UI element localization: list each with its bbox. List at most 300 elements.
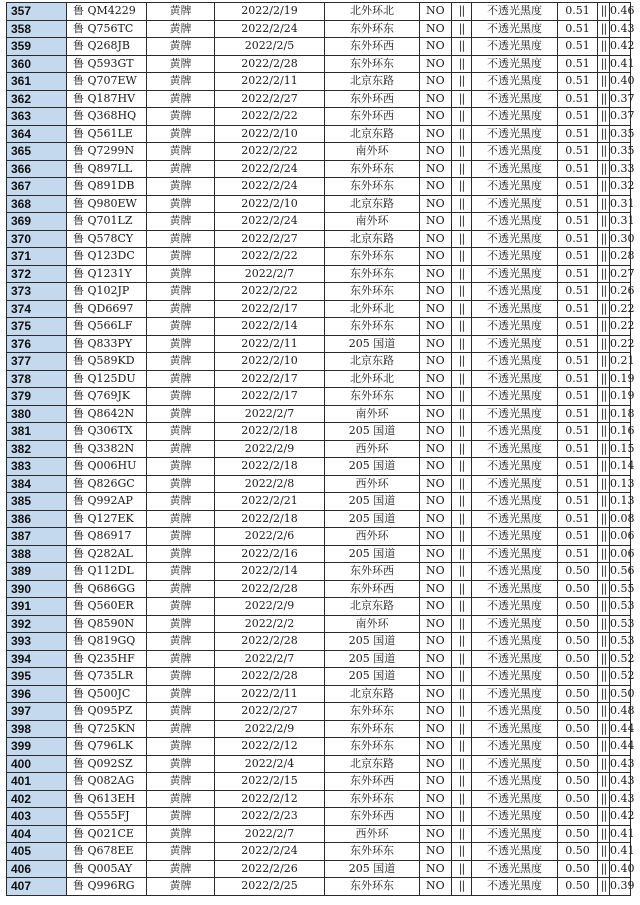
detection-location: 东外环东 bbox=[325, 55, 420, 73]
detection-date: 2022/2/15 bbox=[215, 773, 325, 791]
opacity-measure: 不透光黑度 bbox=[472, 143, 558, 161]
detection-result: NO bbox=[420, 773, 452, 791]
detection-location: 南外环 bbox=[325, 143, 420, 161]
limit-value: 0.51 bbox=[558, 248, 598, 266]
detection-location: 北外环北 bbox=[325, 370, 420, 388]
table-row bbox=[7, 388, 631, 406]
detection-result: NO bbox=[420, 283, 452, 301]
column-separator: || bbox=[598, 195, 610, 213]
detection-location: 东外环东 bbox=[325, 878, 420, 896]
detection-result: NO bbox=[420, 230, 452, 248]
row-number: 372 bbox=[7, 265, 67, 283]
detection-date: 2022/2/10 bbox=[215, 353, 325, 371]
limit-value: 0.50 bbox=[558, 668, 598, 686]
plate-number: 鲁 Q7299N bbox=[67, 143, 147, 161]
detection-result: NO bbox=[420, 860, 452, 878]
limit-value: 0.50 bbox=[558, 878, 598, 896]
column-separator: || bbox=[598, 843, 610, 861]
plate-color: 黄牌 bbox=[147, 353, 215, 371]
opacity-measure: 不透光黑度 bbox=[472, 38, 558, 56]
detection-location: 北外环北 bbox=[325, 300, 420, 318]
plate-number: 鲁 Q86917 bbox=[67, 528, 147, 546]
limit-value: 0.51 bbox=[558, 213, 598, 231]
detection-date: 2022/2/17 bbox=[215, 300, 325, 318]
plate-color: 黄牌 bbox=[147, 878, 215, 896]
row-number: 397 bbox=[7, 703, 67, 721]
opacity-measure: 不透光黑度 bbox=[472, 755, 558, 773]
row-number: 383 bbox=[7, 458, 67, 476]
column-separator: || bbox=[452, 195, 472, 213]
table-row bbox=[7, 213, 631, 231]
column-separator: || bbox=[598, 510, 610, 528]
measured-value: 0.52 bbox=[610, 650, 631, 668]
detection-result: NO bbox=[420, 633, 452, 651]
opacity-measure: 不透光黑度 bbox=[472, 195, 558, 213]
detection-date: 2022/2/10 bbox=[215, 195, 325, 213]
column-separator: || bbox=[598, 38, 610, 56]
plate-color: 黄牌 bbox=[147, 90, 215, 108]
limit-value: 0.50 bbox=[558, 650, 598, 668]
plate-number: 鲁 Q589KD bbox=[67, 353, 147, 371]
detection-location: 东外环东 bbox=[325, 160, 420, 178]
opacity-measure: 不透光黑度 bbox=[472, 475, 558, 493]
detection-location: 东外环东 bbox=[325, 388, 420, 406]
row-number: 385 bbox=[7, 493, 67, 511]
column-separator: || bbox=[598, 685, 610, 703]
table-row bbox=[7, 3, 631, 21]
detection-result: NO bbox=[420, 248, 452, 266]
detection-location: 东外环东 bbox=[325, 790, 420, 808]
column-separator: || bbox=[452, 73, 472, 91]
column-separator: || bbox=[598, 878, 610, 896]
plate-color: 黄牌 bbox=[147, 598, 215, 616]
row-number: 398 bbox=[7, 720, 67, 738]
plate-number: 鲁 Q368HQ bbox=[67, 108, 147, 126]
table-row bbox=[7, 423, 631, 441]
column-separator: || bbox=[598, 90, 610, 108]
opacity-measure: 不透光黑度 bbox=[472, 685, 558, 703]
measured-value: 0.28 bbox=[610, 248, 631, 266]
limit-value: 0.51 bbox=[558, 178, 598, 196]
table-row bbox=[7, 843, 631, 861]
row-number: 401 bbox=[7, 773, 67, 791]
opacity-measure: 不透光黑度 bbox=[472, 248, 558, 266]
plate-number: 鲁 Q897LL bbox=[67, 160, 147, 178]
detection-date: 2022/2/17 bbox=[215, 388, 325, 406]
column-separator: || bbox=[598, 353, 610, 371]
table-row bbox=[7, 458, 631, 476]
plate-color: 黄牌 bbox=[147, 720, 215, 738]
column-separator: || bbox=[452, 38, 472, 56]
table-row bbox=[7, 773, 631, 791]
column-separator: || bbox=[452, 650, 472, 668]
column-separator: || bbox=[452, 213, 472, 231]
plate-color: 黄牌 bbox=[147, 843, 215, 861]
detection-date: 2022/2/4 bbox=[215, 755, 325, 773]
measured-value: 0.37 bbox=[610, 90, 631, 108]
row-number: 369 bbox=[7, 213, 67, 231]
row-number: 379 bbox=[7, 388, 67, 406]
column-separator: || bbox=[452, 353, 472, 371]
limit-value: 0.51 bbox=[558, 528, 598, 546]
measured-value: 0.13 bbox=[610, 475, 631, 493]
column-separator: || bbox=[452, 878, 472, 896]
table-row bbox=[7, 510, 631, 528]
opacity-measure: 不透光黑度 bbox=[472, 528, 558, 546]
limit-value: 0.51 bbox=[558, 458, 598, 476]
table-row bbox=[7, 125, 631, 143]
vehicle-emission-table bbox=[6, 2, 635, 896]
column-separator: || bbox=[452, 703, 472, 721]
row-number: 399 bbox=[7, 738, 67, 756]
opacity-measure: 不透光黑度 bbox=[472, 230, 558, 248]
measured-value: 0.22 bbox=[610, 335, 631, 353]
measured-value: 0.42 bbox=[610, 808, 631, 826]
opacity-measure: 不透光黑度 bbox=[472, 388, 558, 406]
table-row bbox=[7, 703, 631, 721]
measured-value: 0.26 bbox=[610, 283, 631, 301]
row-number: 359 bbox=[7, 38, 67, 56]
limit-value: 0.51 bbox=[558, 423, 598, 441]
plate-number: 鲁 Q707EW bbox=[67, 73, 147, 91]
measured-value: 0.15 bbox=[610, 440, 631, 458]
limit-value: 0.51 bbox=[558, 90, 598, 108]
row-number: 391 bbox=[7, 598, 67, 616]
plate-color: 黄牌 bbox=[147, 143, 215, 161]
column-separator: || bbox=[598, 230, 610, 248]
measured-value: 0.22 bbox=[610, 318, 631, 336]
opacity-measure: 不透光黑度 bbox=[472, 510, 558, 528]
table-row bbox=[7, 353, 631, 371]
plate-color: 黄牌 bbox=[147, 73, 215, 91]
limit-value: 0.50 bbox=[558, 860, 598, 878]
detection-result: NO bbox=[420, 90, 452, 108]
row-number: 368 bbox=[7, 195, 67, 213]
table-row bbox=[7, 38, 631, 56]
opacity-measure: 不透光黑度 bbox=[472, 808, 558, 826]
row-number: 392 bbox=[7, 615, 67, 633]
detection-date: 2022/2/27 bbox=[215, 230, 325, 248]
detection-date: 2022/2/11 bbox=[215, 685, 325, 703]
detection-result: NO bbox=[420, 405, 452, 423]
plate-number: 鲁 Q826GC bbox=[67, 475, 147, 493]
detection-result: NO bbox=[420, 650, 452, 668]
detection-location: 北京东路 bbox=[325, 598, 420, 616]
detection-location: 东外环东 bbox=[325, 738, 420, 756]
detection-result: NO bbox=[420, 790, 452, 808]
detection-date: 2022/2/22 bbox=[215, 143, 325, 161]
measured-value: 0.42 bbox=[610, 38, 631, 56]
plate-number: 鲁 Q005AY bbox=[67, 860, 147, 878]
opacity-measure: 不透光黑度 bbox=[472, 213, 558, 231]
detection-result: NO bbox=[420, 738, 452, 756]
column-separator: || bbox=[598, 283, 610, 301]
column-separator: || bbox=[598, 615, 610, 633]
plate-number: 鲁 QD6697 bbox=[67, 300, 147, 318]
table-row bbox=[7, 143, 631, 161]
detection-date: 2022/2/11 bbox=[215, 73, 325, 91]
detection-location: 东外环东 bbox=[325, 720, 420, 738]
detection-location: 北外环北 bbox=[325, 3, 420, 21]
limit-value: 0.51 bbox=[558, 353, 598, 371]
detection-date: 2022/2/9 bbox=[215, 598, 325, 616]
table-row bbox=[7, 300, 631, 318]
plate-number: 鲁 Q992AP bbox=[67, 493, 147, 511]
column-separator: || bbox=[452, 563, 472, 581]
limit-value: 0.50 bbox=[558, 843, 598, 861]
opacity-measure: 不透光黑度 bbox=[472, 843, 558, 861]
detection-result: NO bbox=[420, 108, 452, 126]
plate-color: 黄牌 bbox=[147, 615, 215, 633]
measured-value: 0.43 bbox=[610, 773, 631, 791]
detection-result: NO bbox=[420, 878, 452, 896]
opacity-measure: 不透光黑度 bbox=[472, 178, 558, 196]
column-separator: || bbox=[452, 790, 472, 808]
detection-date: 2022/2/27 bbox=[215, 703, 325, 721]
row-number: 370 bbox=[7, 230, 67, 248]
detection-result: NO bbox=[420, 703, 452, 721]
limit-value: 0.51 bbox=[558, 108, 598, 126]
row-number: 394 bbox=[7, 650, 67, 668]
plate-color: 黄牌 bbox=[147, 213, 215, 231]
detection-location: 205 国道 bbox=[325, 668, 420, 686]
column-separator: || bbox=[452, 335, 472, 353]
column-separator: || bbox=[452, 493, 472, 511]
detection-location: 东外环东 bbox=[325, 265, 420, 283]
plate-color: 黄牌 bbox=[147, 248, 215, 266]
plate-number: 鲁 Q566LF bbox=[67, 318, 147, 336]
detection-date: 2022/2/7 bbox=[215, 825, 325, 843]
limit-value: 0.51 bbox=[558, 335, 598, 353]
table-row bbox=[7, 720, 631, 738]
measured-value: 0.50 bbox=[610, 685, 631, 703]
measured-value: 0.21 bbox=[610, 353, 631, 371]
row-number: 402 bbox=[7, 790, 67, 808]
column-separator: || bbox=[452, 440, 472, 458]
table-row bbox=[7, 248, 631, 266]
column-separator: || bbox=[452, 143, 472, 161]
row-number: 376 bbox=[7, 335, 67, 353]
plate-number: 鲁 QM4229 bbox=[67, 3, 147, 21]
column-separator: || bbox=[452, 598, 472, 616]
plate-number: 鲁 Q112DL bbox=[67, 563, 147, 581]
plate-color: 黄牌 bbox=[147, 230, 215, 248]
detection-result: NO bbox=[420, 335, 452, 353]
detection-result: NO bbox=[420, 213, 452, 231]
column-separator: || bbox=[598, 493, 610, 511]
row-number: 406 bbox=[7, 860, 67, 878]
plate-number: 鲁 Q235HF bbox=[67, 650, 147, 668]
plate-number: 鲁 Q833PY bbox=[67, 335, 147, 353]
column-separator: || bbox=[452, 458, 472, 476]
column-separator: || bbox=[598, 370, 610, 388]
plate-color: 黄牌 bbox=[147, 563, 215, 581]
detection-location: 北京东路 bbox=[325, 125, 420, 143]
table-row bbox=[7, 20, 631, 38]
detection-result: NO bbox=[420, 265, 452, 283]
column-separator: || bbox=[598, 790, 610, 808]
detection-date: 2022/2/23 bbox=[215, 808, 325, 826]
plate-number: 鲁 Q006HU bbox=[67, 458, 147, 476]
detection-date: 2022/2/12 bbox=[215, 738, 325, 756]
detection-location: 东外环东 bbox=[325, 178, 420, 196]
opacity-measure: 不透光黑度 bbox=[472, 283, 558, 301]
row-number: 382 bbox=[7, 440, 67, 458]
detection-result: NO bbox=[420, 370, 452, 388]
table-row bbox=[7, 230, 631, 248]
table-row bbox=[7, 580, 631, 598]
row-number: 371 bbox=[7, 248, 67, 266]
opacity-measure: 不透光黑度 bbox=[472, 3, 558, 21]
opacity-measure: 不透光黑度 bbox=[472, 405, 558, 423]
measured-value: 0.43 bbox=[610, 755, 631, 773]
table-row bbox=[7, 808, 631, 826]
opacity-measure: 不透光黑度 bbox=[472, 370, 558, 388]
limit-value: 0.50 bbox=[558, 790, 598, 808]
detection-date: 2022/2/24 bbox=[215, 843, 325, 861]
column-separator: || bbox=[452, 773, 472, 791]
plate-color: 黄牌 bbox=[147, 423, 215, 441]
plate-color: 黄牌 bbox=[147, 860, 215, 878]
detection-location: 205 国道 bbox=[325, 493, 420, 511]
plate-color: 黄牌 bbox=[147, 55, 215, 73]
plate-color: 黄牌 bbox=[147, 388, 215, 406]
measured-value: 0.37 bbox=[610, 108, 631, 126]
measured-value: 0.06 bbox=[610, 528, 631, 546]
detection-result: NO bbox=[420, 685, 452, 703]
plate-color: 黄牌 bbox=[147, 125, 215, 143]
column-separator: || bbox=[598, 160, 610, 178]
column-separator: || bbox=[598, 440, 610, 458]
opacity-measure: 不透光黑度 bbox=[472, 790, 558, 808]
measured-value: 0.40 bbox=[610, 73, 631, 91]
plate-color: 黄牌 bbox=[147, 405, 215, 423]
row-number: 395 bbox=[7, 668, 67, 686]
detection-location: 东外环东 bbox=[325, 843, 420, 861]
detection-result: NO bbox=[420, 160, 452, 178]
detection-date: 2022/2/28 bbox=[215, 668, 325, 686]
limit-value: 0.51 bbox=[558, 195, 598, 213]
measured-value: 0.31 bbox=[610, 195, 631, 213]
detection-location: 西外环 bbox=[325, 528, 420, 546]
column-separator: || bbox=[452, 615, 472, 633]
limit-value: 0.51 bbox=[558, 73, 598, 91]
detection-location: 东外环西 bbox=[325, 563, 420, 581]
plate-color: 黄牌 bbox=[147, 633, 215, 651]
plate-color: 黄牌 bbox=[147, 808, 215, 826]
plate-color: 黄牌 bbox=[147, 3, 215, 21]
row-number: 377 bbox=[7, 353, 67, 371]
limit-value: 0.51 bbox=[558, 283, 598, 301]
plate-color: 黄牌 bbox=[147, 178, 215, 196]
column-separator: || bbox=[598, 300, 610, 318]
detection-date: 2022/2/8 bbox=[215, 475, 325, 493]
limit-value: 0.50 bbox=[558, 615, 598, 633]
detection-location: 北京东路 bbox=[325, 230, 420, 248]
detection-location: 西外环 bbox=[325, 475, 420, 493]
opacity-measure: 不透光黑度 bbox=[472, 825, 558, 843]
detection-date: 2022/2/16 bbox=[215, 545, 325, 563]
plate-color: 黄牌 bbox=[147, 773, 215, 791]
detection-result: NO bbox=[420, 55, 452, 73]
plate-color: 黄牌 bbox=[147, 195, 215, 213]
detection-date: 2022/2/25 bbox=[215, 878, 325, 896]
opacity-measure: 不透光黑度 bbox=[472, 20, 558, 38]
plate-number: 鲁 Q095PZ bbox=[67, 703, 147, 721]
column-separator: || bbox=[598, 423, 610, 441]
table-row bbox=[7, 265, 631, 283]
limit-value: 0.51 bbox=[558, 388, 598, 406]
limit-value: 0.50 bbox=[558, 720, 598, 738]
opacity-measure: 不透光黑度 bbox=[472, 545, 558, 563]
limit-value: 0.51 bbox=[558, 300, 598, 318]
opacity-measure: 不透光黑度 bbox=[472, 650, 558, 668]
opacity-measure: 不透光黑度 bbox=[472, 720, 558, 738]
detection-location: 205 国道 bbox=[325, 335, 420, 353]
table-row bbox=[7, 615, 631, 633]
detection-date: 2022/2/5 bbox=[215, 38, 325, 56]
column-separator: || bbox=[452, 300, 472, 318]
detection-date: 2022/2/19 bbox=[215, 3, 325, 21]
detection-date: 2022/2/2 bbox=[215, 615, 325, 633]
measured-value: 0.06 bbox=[610, 545, 631, 563]
row-number: 403 bbox=[7, 808, 67, 826]
detection-date: 2022/2/6 bbox=[215, 528, 325, 546]
detection-date: 2022/2/22 bbox=[215, 108, 325, 126]
table-row bbox=[7, 825, 631, 843]
detection-result: NO bbox=[420, 545, 452, 563]
detection-result: NO bbox=[420, 178, 452, 196]
plate-number: 鲁 Q8642N bbox=[67, 405, 147, 423]
detection-date: 2022/2/26 bbox=[215, 860, 325, 878]
plate-number: 鲁 Q980EW bbox=[67, 195, 147, 213]
detection-result: NO bbox=[420, 493, 452, 511]
plate-color: 黄牌 bbox=[147, 580, 215, 598]
row-number: 393 bbox=[7, 633, 67, 651]
detection-result: NO bbox=[420, 423, 452, 441]
column-separator: || bbox=[452, 633, 472, 651]
detection-date: 2022/2/7 bbox=[215, 265, 325, 283]
detection-result: NO bbox=[420, 3, 452, 21]
detection-location: 北京东路 bbox=[325, 685, 420, 703]
table-row bbox=[7, 108, 631, 126]
table-row bbox=[7, 195, 631, 213]
detection-location: 西外环 bbox=[325, 440, 420, 458]
column-separator: || bbox=[452, 423, 472, 441]
measured-value: 0.43 bbox=[610, 20, 631, 38]
detection-location: 东外环东 bbox=[325, 248, 420, 266]
detection-result: NO bbox=[420, 458, 452, 476]
column-separator: || bbox=[452, 230, 472, 248]
detection-location: 东外环西 bbox=[325, 773, 420, 791]
plate-number: 鲁 Q613EH bbox=[67, 790, 147, 808]
row-number: 375 bbox=[7, 318, 67, 336]
column-separator: || bbox=[598, 650, 610, 668]
detection-location: 东外环西 bbox=[325, 38, 420, 56]
plate-color: 黄牌 bbox=[147, 318, 215, 336]
table-row bbox=[7, 335, 631, 353]
table-row bbox=[7, 528, 631, 546]
column-separator: || bbox=[452, 108, 472, 126]
detection-result: NO bbox=[420, 615, 452, 633]
measured-value: 0.41 bbox=[610, 55, 631, 73]
plate-number: 鲁 Q561LE bbox=[67, 125, 147, 143]
opacity-measure: 不透光黑度 bbox=[472, 878, 558, 896]
limit-value: 0.51 bbox=[558, 265, 598, 283]
table-row bbox=[7, 318, 631, 336]
measured-value: 0.30 bbox=[610, 230, 631, 248]
detection-location: 205 国道 bbox=[325, 860, 420, 878]
